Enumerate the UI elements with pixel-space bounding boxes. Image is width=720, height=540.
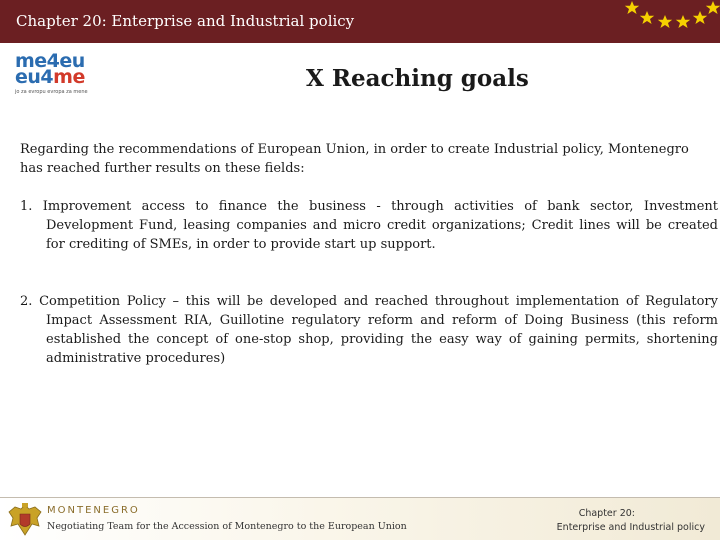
header-bar (0, 0, 720, 43)
star-icon (676, 15, 690, 28)
slide-body (20, 140, 718, 366)
intro-paragraph: Regarding the recommendations of European Union, in order to create Industrial policy, Montenegro has reached further results on these fields: (20, 142, 689, 176)
star-icon (640, 11, 654, 24)
logo-line-2: eu4me (15, 66, 85, 88)
eu-stars-icon (610, 0, 720, 43)
star-icon (658, 15, 672, 28)
footer-country: MONTENEGRO (47, 505, 140, 516)
logo-tagline: jo za evropu evropa za mene (15, 89, 88, 95)
star-icon (693, 11, 707, 24)
footer-chapter-number: Chapter 20: (578, 508, 635, 519)
chapter-title: Chapter 20: Enterprise and Industrial policy (16, 12, 355, 30)
me4eu-logo (15, 52, 115, 100)
logo-line-1: me4eu (15, 50, 85, 72)
footer-team: Negotiating Team for the Accession of Montenegro to the European Union (47, 521, 407, 532)
footer-chapter-name: Enterprise and Industrial policy (556, 522, 705, 533)
list-item: 2. Competition Policy – this will be developed and reached throughout implementation of Regulatory Impact Assessment RIA, Guillotine regulatory reform and reform of Doing Business (this reform established the concept of one-stop shop, providing the easy way of gaining permits, shortening administrative procedures) (20, 294, 718, 366)
star-icon (625, 1, 639, 14)
montenegro-coat-of-arms-icon (6, 502, 44, 538)
slide-title: X Reaching goals (306, 65, 529, 92)
star-icon (706, 1, 720, 14)
list-item: 1. Improvement access to finance the business - through activities of bank sector, Investment Development Fund, leasing companies and micro credit organizations; Credit lines will be created for crediting of SMEs, in order to provide start up support. (20, 199, 718, 252)
